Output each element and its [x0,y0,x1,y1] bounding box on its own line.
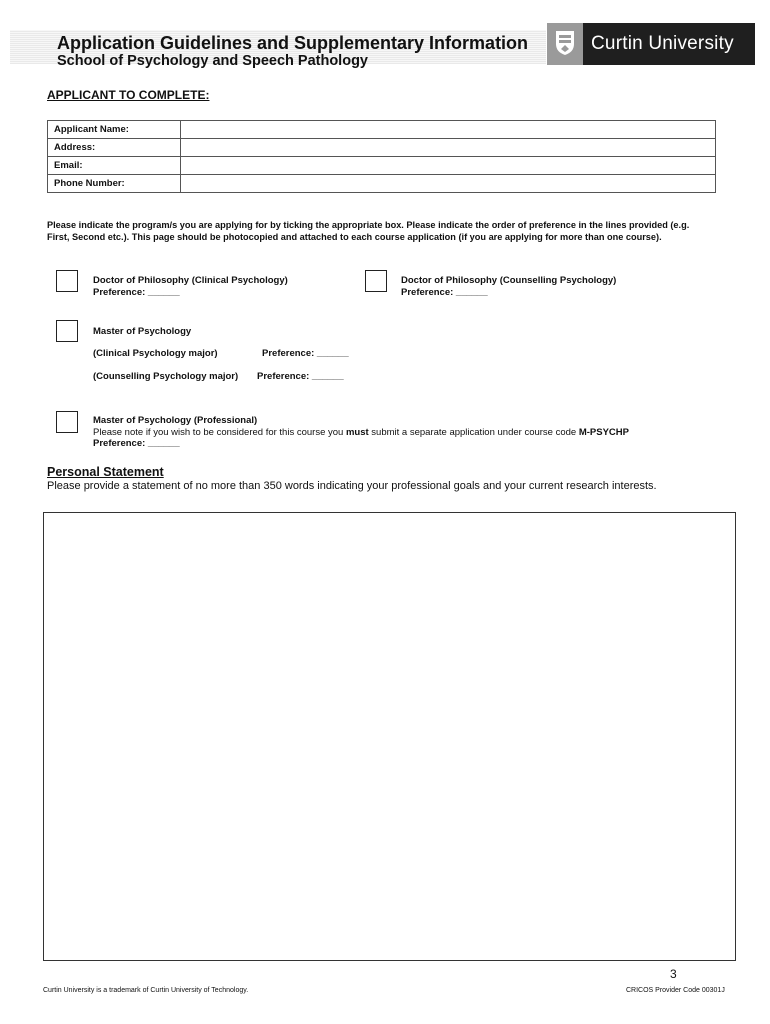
phone-number-label: Phone Number: [48,175,181,193]
instructions: Please indicate the program/s you are applying for by ticking the appropriate box. Please indicate the order of preference in the lines provided (e.g. First, Second etc.). This page should be photocopied and attached to each course application (if you are applying for more than one course). [47,220,690,242]
phd-clinical-checkbox[interactable] [56,270,78,292]
personal-statement-field[interactable] [43,512,736,961]
table-row [48,121,716,139]
page-number: 3 [670,967,677,981]
email-field[interactable] [181,157,716,175]
clinical-major-preference[interactable]: Preference: ______ [262,348,349,359]
logo-name: Curtin University [591,33,734,54]
crest-icon [547,23,583,65]
counselling-major-preference[interactable]: Preference: ______ [257,371,344,382]
phd-clinical-label: Doctor of Philosophy (Clinical Psychology) [93,275,288,286]
note-text: Please note if you wish to be considered for this course you [93,427,346,438]
phd-counselling-checkbox[interactable] [365,270,387,292]
applicant-table [47,120,716,193]
counselling-major-label: (Counselling Psychology major) [93,371,239,382]
master-psychology-label: Master of Psychology [93,326,192,337]
note-must: must [345,427,369,438]
address-field[interactable] [181,139,716,157]
clinical-major-label: (Clinical Psychology major) [93,348,218,359]
section-heading: APPLICANT TO COMPLETE: [47,88,210,102]
phd-counselling-label: Doctor of Philosophy (Counselling Psychology) [401,275,617,286]
footer-trademark: Curtin University is a trademark of Curtin University of Technology. [43,987,249,994]
table-row [48,157,716,175]
table-row [48,175,716,193]
master-psychology-checkbox[interactable] [56,320,78,342]
address-label: Address: [48,139,181,157]
master-professional-preference[interactable]: Preference: ______ [93,438,180,449]
curtin-logo [547,23,755,65]
note-text-mid: submit a separate application under course code [368,427,579,438]
applicant-name-label: Applicant Name: [48,121,181,139]
personal-statement-instructions: Please provide a statement of no more than 350 words indicating your professional goals and your current research interests. [47,480,657,492]
document-subtitle: School of Psychology and Speech Pathology [57,53,368,69]
master-professional-checkbox[interactable] [56,411,78,433]
document-title: Application Guidelines and Supplementary Information [57,33,529,53]
master-professional-label: Master of Psychology (Professional) [93,415,258,426]
email-label: Email: [48,157,181,175]
applicant-name-field[interactable] [181,121,716,139]
phd-counselling-preference[interactable]: Preference: ______ [401,287,488,298]
note-course-code: M-PSYCHP [578,427,629,438]
personal-statement-heading: Personal Statement [47,465,164,479]
footer-cricos-code: CRICOS Provider Code 00301J [626,987,725,994]
phone-number-field[interactable] [181,175,716,193]
phd-clinical-preference[interactable]: Preference: ______ [93,287,180,298]
table-row [48,139,716,157]
